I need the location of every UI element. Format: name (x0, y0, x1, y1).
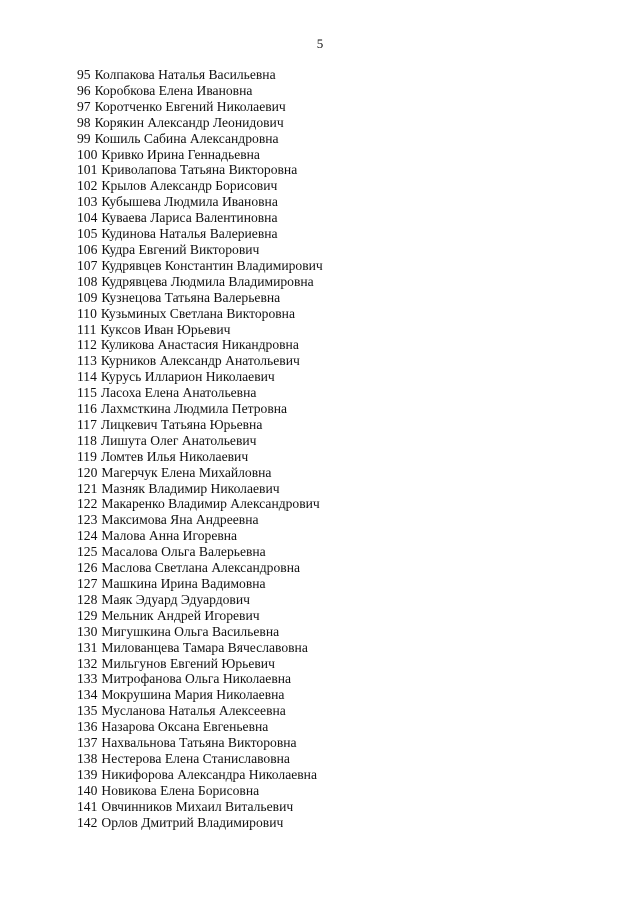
entry-full-name: Масалова Ольга Валерьевна (101, 544, 266, 560)
entry-full-name: Крылов Александр Борисович (101, 178, 278, 194)
entry-number: 121 (77, 480, 98, 496)
entry-full-name: Мокрушина Мария Николаевна (101, 687, 285, 703)
list-item (77, 496, 323, 512)
entry-full-name: Кривко Ирина Геннадьевна (101, 146, 260, 162)
entry-number: 104 (77, 210, 98, 226)
entry-number: 95 (77, 67, 91, 82)
entry-full-name: Лицкевич Татьяна Юрьевна (100, 416, 263, 432)
list-item (77, 544, 323, 560)
list-item (77, 656, 323, 672)
entry-number: 108 (77, 273, 98, 289)
entry-full-name: Кудрявцев Константин Владимирович (101, 257, 323, 273)
list-item (77, 799, 323, 815)
entry-number: 111 (77, 321, 97, 337)
entry-full-name: Кудрявцева Людмила Владимировна (101, 273, 314, 289)
entry-number: 99 (77, 130, 91, 146)
entry-full-name: Курусь Илларион Николаевич (100, 369, 275, 385)
entry-full-name: Мазняк Владимир Николаевич (101, 480, 280, 496)
entry-full-name: Нахвальнова Татьяна Викторовна (101, 735, 297, 751)
list-item (77, 242, 323, 258)
entry-full-name: Кубышева Людмила Ивановна (101, 194, 278, 210)
entry-number: 102 (77, 178, 98, 194)
entry-number: 131 (77, 639, 98, 655)
entry-number: 127 (77, 576, 98, 591)
list-item (77, 767, 323, 783)
list-item (77, 608, 323, 624)
list-item (77, 83, 323, 99)
entry-number: 135 (77, 703, 98, 719)
entry-number: 120 (77, 464, 98, 480)
list-item (77, 337, 323, 353)
entry-full-name: Макаренко Владимир Александрович (101, 496, 320, 512)
entry-number: 132 (77, 655, 98, 671)
entry-number: 97 (77, 98, 91, 114)
list-item (77, 592, 323, 608)
entry-number: 128 (77, 591, 98, 607)
list-item (77, 258, 323, 274)
entry-full-name: Куваева Лариса Валентиновна (101, 210, 278, 226)
entry-number: 117 (77, 416, 97, 432)
entry-number: 130 (77, 623, 98, 639)
entry-number: 115 (77, 385, 97, 401)
entry-number: 118 (77, 432, 97, 448)
page-number: 5 (316, 36, 324, 51)
entry-number: 133 (77, 671, 98, 687)
entry-full-name: Корякин Александр Леонидович (94, 114, 284, 130)
entry-number: 103 (77, 194, 98, 210)
entry-number: 124 (77, 528, 98, 544)
list-item (77, 162, 323, 178)
list-item (77, 624, 323, 640)
entry-full-name: Орлов Дмитрий Владимирович (101, 814, 284, 830)
entry-full-name: Мельник Андрей Игоревич (101, 607, 260, 623)
entry-full-name: Новикова Елена Борисовна (101, 782, 260, 798)
entry-full-name: Колпакова Наталья Васильевна (94, 67, 276, 82)
entry-number: 100 (77, 146, 98, 162)
list-item (77, 735, 323, 751)
list-item (77, 178, 323, 194)
entry-full-name: Коротченко Евгений Николаевич (94, 98, 286, 114)
list-item (77, 322, 323, 338)
list-item (77, 115, 323, 131)
entry-number: 112 (77, 337, 97, 353)
entry-number: 98 (77, 114, 91, 130)
entry-number: 134 (77, 687, 98, 703)
list-item (77, 719, 323, 735)
list-item (77, 512, 323, 528)
entry-number: 129 (77, 607, 98, 623)
entry-full-name: Митрофанова Ольга Николаевна (101, 671, 292, 687)
entry-full-name: Кудра Евгений Викторович (101, 241, 260, 257)
list-item (77, 783, 323, 799)
entry-full-name: Кошиль Сабина Александровна (94, 130, 279, 146)
list-item (77, 640, 323, 656)
list-item (77, 433, 323, 449)
entry-full-name: Мусланова Наталья Алексеевна (101, 703, 286, 719)
entry-number: 139 (77, 766, 98, 782)
entry-full-name: Кузьминых Светлана Викторовна (100, 305, 295, 321)
list-item (77, 210, 323, 226)
entry-full-name: Лишута Олег Анатольевич (100, 432, 257, 448)
entry-full-name: Куксов Иван Юрьевич (100, 321, 231, 337)
list-item (77, 194, 323, 210)
list-item (77, 290, 323, 306)
list-item (77, 815, 323, 831)
list-item (77, 465, 323, 481)
entry-full-name: Назарова Оксана Евгеньевна (101, 719, 269, 735)
entry-number: 113 (77, 353, 97, 369)
entry-full-name: Кузнецова Татьяна Валерьевна (101, 289, 281, 305)
entry-number: 106 (77, 241, 98, 257)
entry-full-name: Максимова Яна Андреевна (101, 512, 259, 528)
name-list (77, 67, 323, 831)
entry-number: 136 (77, 719, 98, 735)
entry-full-name: Малова Анна Игоревна (101, 528, 238, 544)
entry-full-name: Курников Александр Анатольевич (100, 353, 300, 369)
list-item (77, 417, 323, 433)
entry-number: 125 (77, 544, 98, 560)
entry-full-name: Куликова Анастасия Никандровна (100, 337, 299, 353)
list-item (77, 99, 323, 115)
entry-full-name: Овчинников Михаил Витальевич (101, 798, 294, 814)
entry-number: 140 (77, 782, 98, 798)
entry-number: 123 (77, 512, 98, 528)
list-item (77, 703, 323, 719)
entry-number: 107 (77, 257, 98, 273)
list-item (77, 687, 323, 703)
entry-full-name: Магерчук Елена Михайловна (101, 464, 272, 480)
entry-number: 105 (77, 226, 98, 242)
entry-number: 137 (77, 735, 98, 751)
entry-number: 138 (77, 750, 98, 766)
entry-number: 110 (77, 305, 97, 321)
entry-full-name: Маяк Эдуард Эдуардович (101, 591, 250, 607)
entry-number: 122 (77, 496, 98, 512)
list-item (77, 306, 323, 322)
entry-full-name: Коробкова Елена Ивановна (94, 82, 253, 98)
entry-full-name: Машкина Ирина Вадимовна (101, 576, 266, 591)
entry-number: 119 (77, 448, 97, 464)
list-item (77, 449, 323, 465)
entry-number: 114 (77, 369, 97, 385)
entry-number: 141 (77, 798, 98, 814)
list-item (77, 401, 323, 417)
entry-number: 96 (77, 82, 91, 98)
entry-number: 101 (77, 162, 98, 178)
entry-full-name: Кудинова Наталья Валериевна (101, 226, 278, 242)
entry-number: 126 (77, 560, 98, 576)
list-item (77, 751, 323, 767)
list-item (77, 353, 323, 369)
entry-number: 142 (77, 814, 98, 830)
list-item (77, 481, 323, 497)
entry-full-name: Лахмсткина Людмила Петровна (100, 401, 288, 417)
entry-full-name: Мильгунов Евгений Юрьевич (101, 655, 275, 671)
list-item (77, 560, 323, 576)
list-item (77, 671, 323, 687)
entry-full-name: Криволапова Татьяна Викторовна (101, 162, 298, 178)
list-item (77, 528, 323, 544)
list-item (77, 147, 323, 163)
entry-full-name: Ласоха Елена Анатольевна (100, 385, 257, 401)
entry-number: 109 (77, 289, 98, 305)
entry-full-name: Мигушкина Ольга Васильевна (101, 623, 280, 639)
list-item (77, 576, 323, 592)
entry-full-name: Маслова Светлана Александровна (101, 560, 301, 576)
entry-full-name: Никифорова Александра Николаевна (101, 766, 317, 782)
entry-full-name: Ломтев Илья Николаевич (100, 448, 249, 464)
list-item (77, 274, 323, 290)
list-item (77, 226, 323, 242)
entry-full-name: Нестерова Елена Станиславовна (101, 750, 290, 766)
entry-full-name: Милованцева Тамара Вячеславовна (101, 639, 308, 655)
list-item (77, 385, 323, 401)
entry-number: 116 (77, 401, 97, 417)
list-item (77, 131, 323, 147)
list-item (77, 369, 323, 385)
list-item (77, 67, 323, 83)
